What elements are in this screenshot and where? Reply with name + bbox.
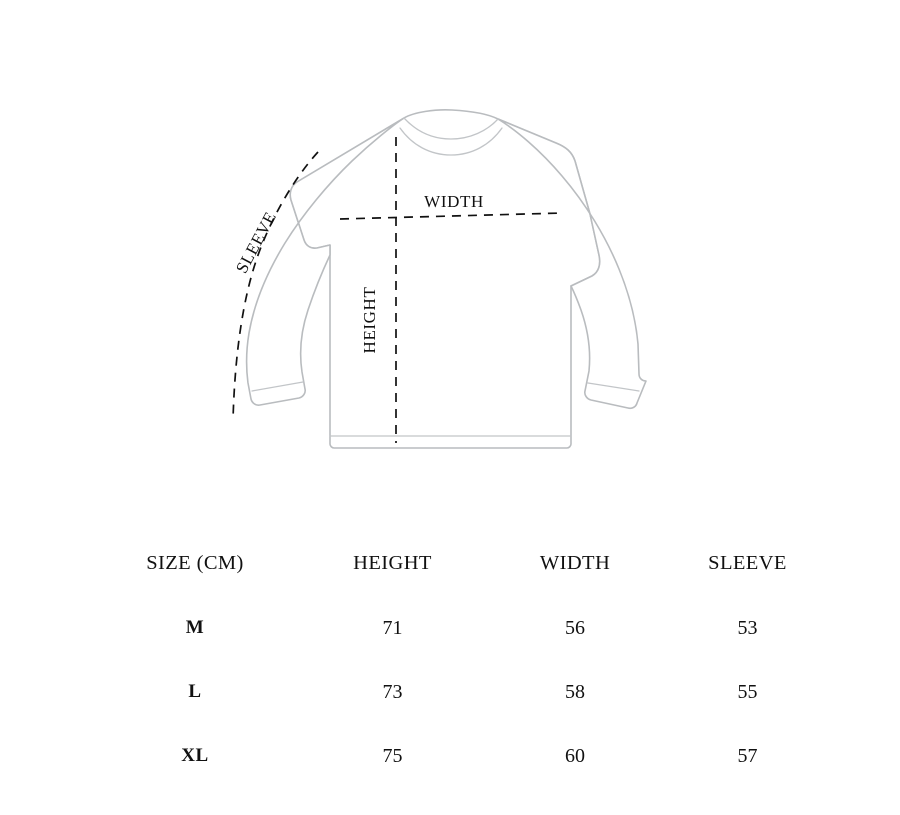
width-label: WIDTH (424, 192, 484, 211)
cell-size: L (188, 681, 202, 702)
sleeve-label: SLEEVE (232, 208, 281, 277)
cell-height: 71 (382, 616, 403, 639)
cell-height: 75 (382, 744, 403, 767)
table-row (90, 724, 830, 788)
cell-width: 56 (565, 616, 585, 639)
cell-size: XL (181, 745, 209, 766)
cell-width: 60 (565, 744, 585, 767)
cell-width: 58 (565, 680, 585, 703)
height-label: HEIGHT (360, 286, 379, 354)
cell-sleeve: 55 (737, 680, 758, 703)
cell-height: 73 (382, 680, 403, 703)
table-row (90, 660, 830, 724)
cell-sleeve: 53 (737, 616, 758, 639)
cell-size: M (185, 617, 205, 638)
column-header-width: WIDTH (539, 551, 611, 574)
column-header-sleeve: SLEEVE (708, 551, 787, 574)
cell-sleeve: 57 (737, 744, 758, 767)
table-header-row (90, 530, 830, 596)
column-header-height: HEIGHT (353, 551, 432, 574)
size-table (90, 530, 830, 788)
column-header-size: SIZE (CM) (146, 551, 244, 574)
table-row (90, 596, 830, 660)
